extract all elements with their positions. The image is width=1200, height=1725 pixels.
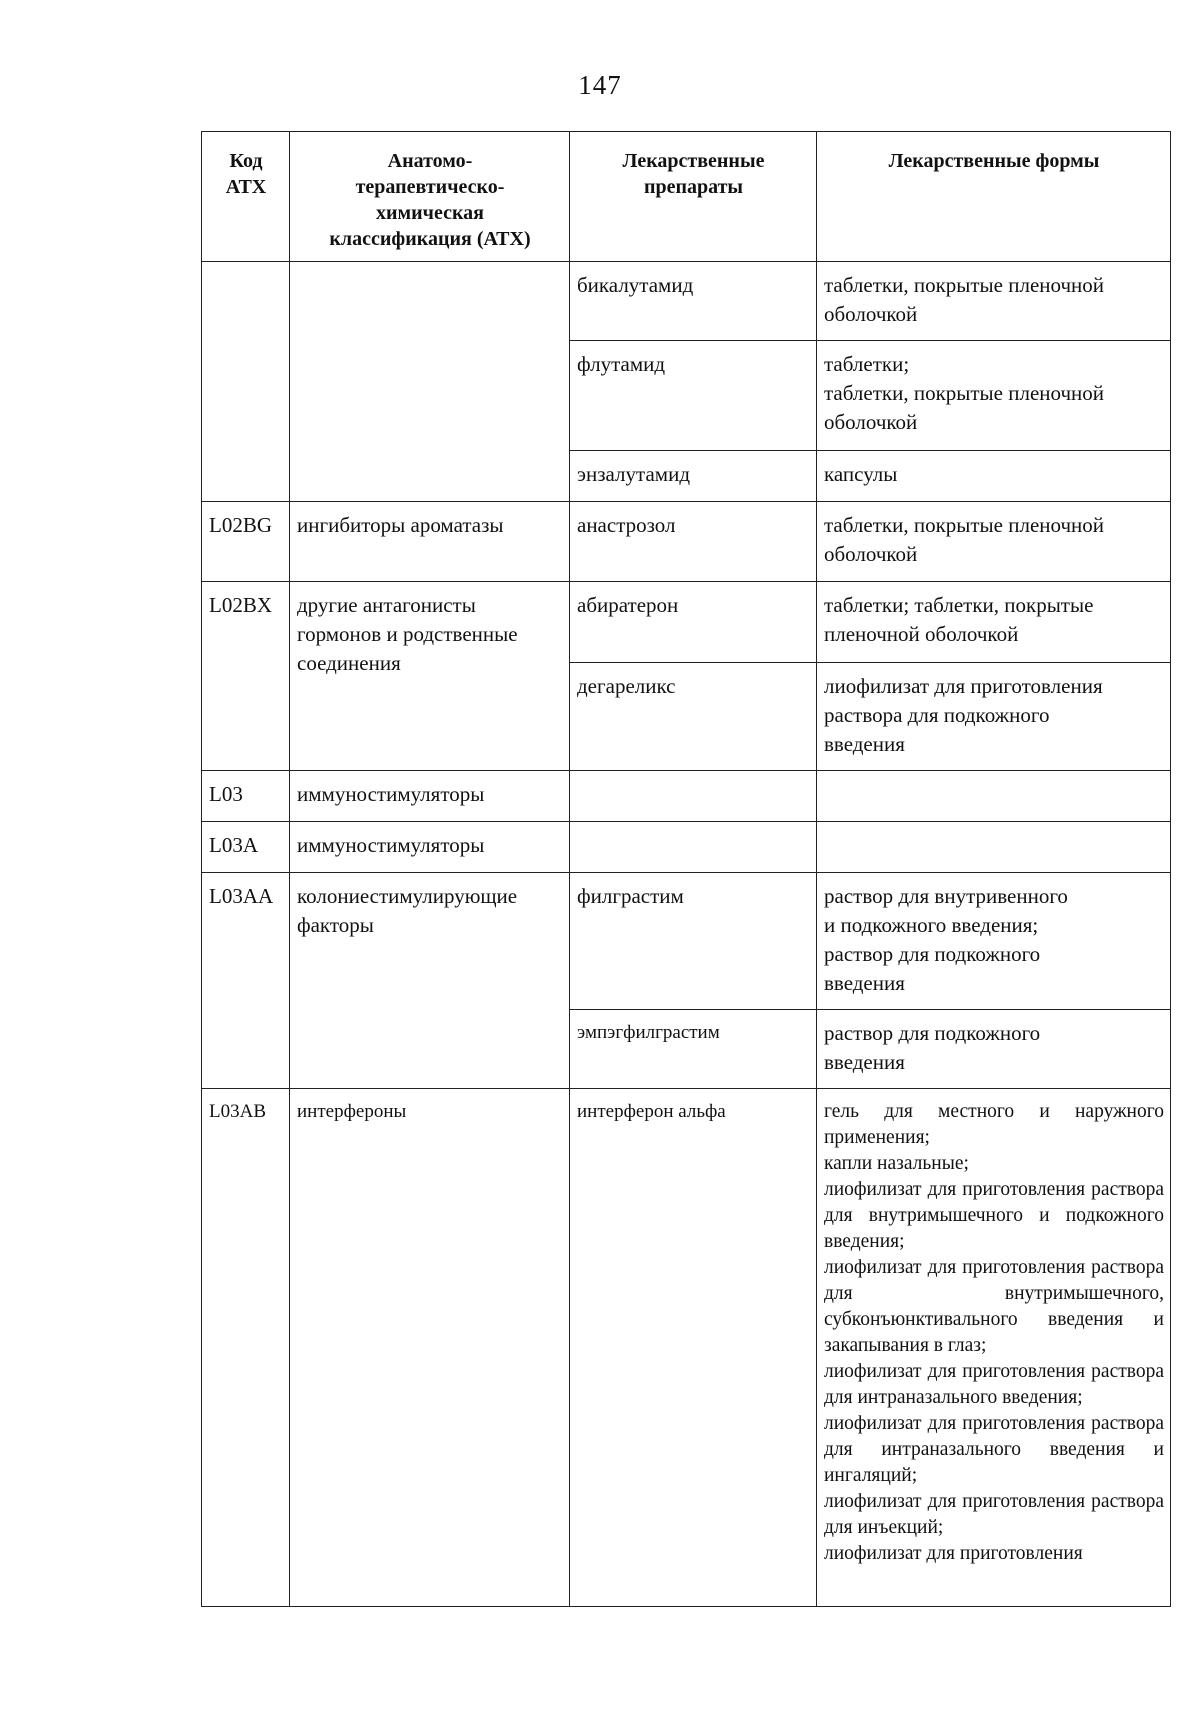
drug-cell-empty bbox=[570, 822, 817, 873]
class-cell: ингибиторы ароматазы bbox=[290, 502, 570, 582]
class-cell: интерфероны bbox=[290, 1089, 570, 1607]
drug-cell: анастрозол bbox=[570, 502, 817, 582]
code-cell: L03 bbox=[202, 771, 290, 822]
table-row bbox=[202, 582, 1171, 663]
drug-cell: бикалутамид bbox=[570, 262, 817, 341]
drug-cell-empty bbox=[570, 771, 817, 822]
page-number: 147 bbox=[578, 70, 622, 100]
drug-cell: энзалутамид bbox=[570, 451, 817, 502]
header-classification: Анатомо- терапевтическо- химическая классификация (АТХ) bbox=[290, 132, 570, 262]
form-cell: таблетки; таблетки, покрытые пленочной оболочкой bbox=[817, 341, 1171, 451]
form-cell: таблетки, покрытые пленочной оболочкой bbox=[817, 262, 1171, 341]
code-cell-empty bbox=[202, 262, 290, 502]
drug-cell: интерферон альфа bbox=[570, 1089, 817, 1607]
header-drugs: Лекарственные препараты bbox=[570, 132, 817, 262]
form-cell-empty bbox=[817, 822, 1171, 873]
drug-cell: абиратерон bbox=[570, 582, 817, 663]
form-cell: гель для местного и наружного применения; капли назальные; лиофилизат для приготовления раствора для внутримышечного и подкожного введения; лиофилизат для приготовления раствора для внутримышечного, субконъюнктивального введения и закапывания в глаз; лиофилизат для приготовления раствора для интраназального введения; лиофилизат для приготовления раствора для интраназального введения и ингаляций; лиофилизат для приготовления раствора для инъекций; лиофилизат для приготовления bbox=[817, 1089, 1171, 1607]
form-cell: раствор для подкожного введения bbox=[817, 1010, 1171, 1089]
drug-cell: флутамид bbox=[570, 341, 817, 451]
table-header bbox=[202, 132, 1171, 262]
class-cell: колониестимулирующие факторы bbox=[290, 873, 570, 1089]
table-row bbox=[202, 262, 1171, 341]
code-cell: L02BX bbox=[202, 582, 290, 771]
header-code: Код АТХ bbox=[202, 132, 290, 262]
atx-table bbox=[201, 131, 1171, 1607]
form-cell-empty bbox=[817, 771, 1171, 822]
drug-cell: эмпэгфилграстим bbox=[570, 1010, 817, 1089]
table-row bbox=[202, 873, 1171, 1010]
class-cell: иммуностимуляторы bbox=[290, 771, 570, 822]
class-cell: иммуностимуляторы bbox=[290, 822, 570, 873]
header-forms: Лекарственные формы bbox=[817, 132, 1171, 262]
code-cell: L02BG bbox=[202, 502, 290, 582]
table-row bbox=[202, 771, 1171, 822]
form-cell: лиофилизат для приготовления раствора для подкожного введения bbox=[817, 663, 1171, 771]
drug-cell: дегареликс bbox=[570, 663, 817, 771]
table-row bbox=[202, 822, 1171, 873]
class-cell-empty bbox=[290, 262, 570, 502]
form-cell: таблетки, покрытые пленочной оболочкой bbox=[817, 502, 1171, 582]
table-row bbox=[202, 1089, 1171, 1607]
code-cell: L03AB bbox=[202, 1089, 290, 1607]
table-row bbox=[202, 502, 1171, 582]
drug-cell: филграстим bbox=[570, 873, 817, 1010]
form-cell: раствор для внутривенного и подкожного введения; раствор для подкожного введения bbox=[817, 873, 1171, 1010]
code-cell: L03A bbox=[202, 822, 290, 873]
form-cell: капсулы bbox=[817, 451, 1171, 502]
code-cell: L03AA bbox=[202, 873, 290, 1089]
class-cell: другие антагонисты гормонов и родственные соединения bbox=[290, 582, 570, 771]
form-cell: таблетки; таблетки, покрытые пленочной оболочкой bbox=[817, 582, 1171, 663]
